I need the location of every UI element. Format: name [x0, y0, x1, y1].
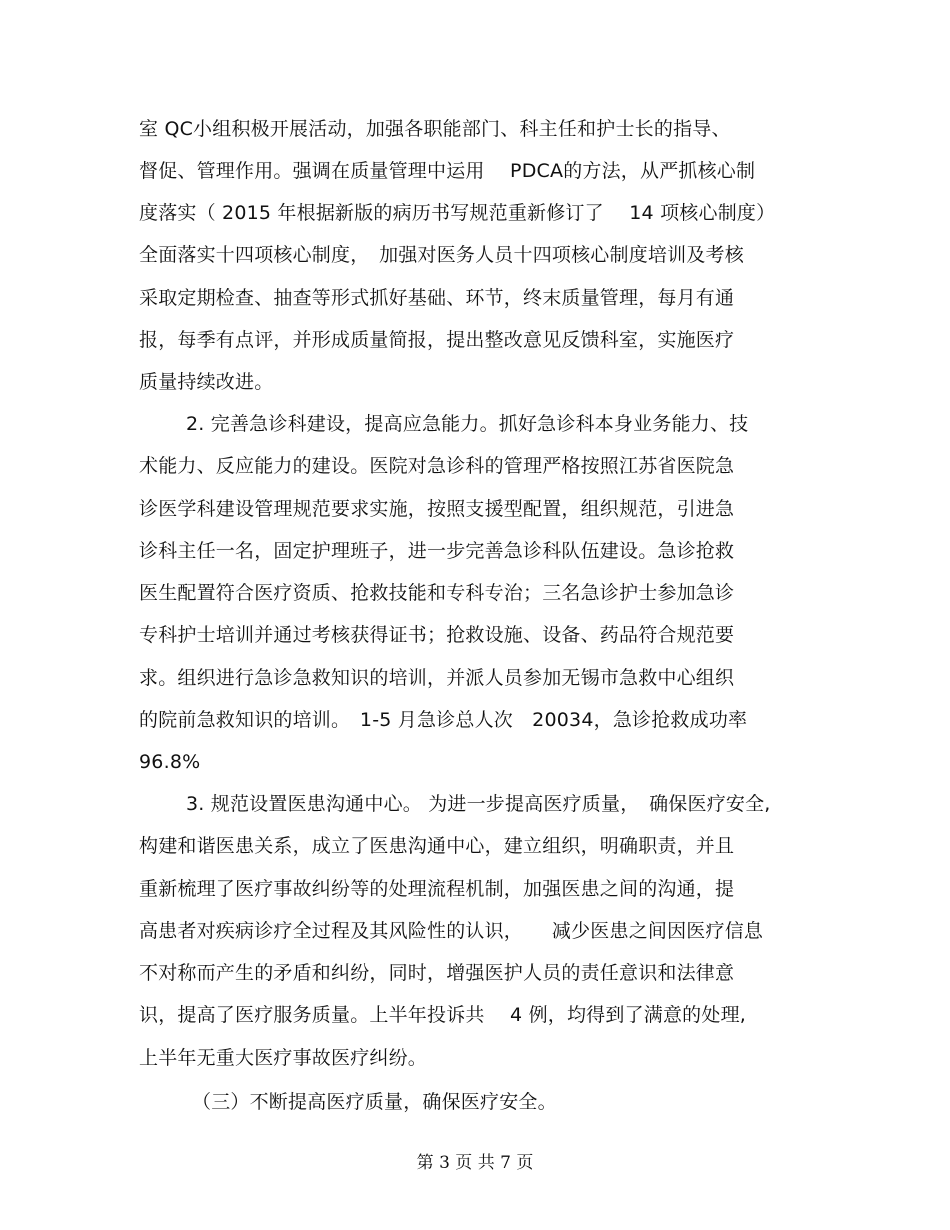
text-line: 重新梳理了医疗事故纠纷等的处理流程机制，加强医患之间的沟通，提 — [139, 878, 735, 900]
paragraph-2-start: 2. 完善急诊科建设，提高应急能力。抓好急诊科本身业务能力、技 — [186, 413, 749, 435]
text-line: 度落实（ 2015 年根据新版的病历书写规范重新修订了 14 项核心制度） — [139, 202, 776, 224]
text-line: 构建和谐医患关系，成立了医患沟通中心，建立组织，明确职责，并且 — [139, 835, 735, 857]
text-line: 全面落实十四项核心制度， 加强对医务人员十四项核心制度培训及考核 — [139, 244, 744, 266]
section-heading: （三）不断提高医疗质量，确保医疗安全。 — [192, 1091, 557, 1113]
text-line: 高患者对疾病诊疗全过程及其风险性的认识， 减少医患之间因医疗信息 — [139, 920, 764, 942]
text-line: 质量持续改进。 — [139, 371, 274, 393]
paragraph-3-start: 3. 规范设置医患沟通中心。 为进一步提高医疗质量， 确保医疗安全, — [186, 793, 771, 815]
text-line: 术能力、反应能力的建设。医院对急诊科的管理严格按照江苏省医院急 — [139, 455, 735, 477]
text-line: 督促、管理作用。强调在质量管理中运用 PDCA的方法，从严抓核心制 — [139, 160, 756, 182]
text-line: 采取定期检查、抽查等形式抓好基础、环节，终末质量管理，每月有通 — [139, 287, 735, 309]
text-line: 求。组织进行急诊急救知识的培训，并派人员参加无锡市急救中心组织 — [139, 667, 735, 689]
text-line: 诊科主任一名，固定护理班子，进一步完善急诊科队伍建设。急诊抢救 — [139, 540, 735, 562]
text-line: 的院前急救知识的培训。 1-5 月急诊总人次 20034，急诊抢救成功率 — [139, 709, 748, 731]
text-line: 报，每季有点评，并形成质量简报，提出整改意见反馈科室，实施医疗 — [139, 329, 735, 351]
text-line: 96.8% — [139, 751, 201, 773]
text-line: 专科护士培训并通过考核获得证书；抢救设施、设备、药品符合规范要 — [139, 624, 735, 646]
text-line: 医生配置符合医疗资质、抢救技能和专科专治；三名急诊护士参加急诊 — [139, 582, 735, 604]
text-line: 诊医学科建设管理规范要求实施，按照支援型配置，组织规范，引进急 — [139, 498, 735, 520]
page-footer: 第 3 页 共 7 页 — [416, 1153, 534, 1173]
text-line: 室 QC小组积极开展活动，加强各职能部门、科主任和护士长的指导、 — [139, 118, 731, 140]
text-line: 识，提高了医疗服务质量。上半年投诉共 4 例，均得到了满意的处理, — [139, 1004, 747, 1026]
text-line: 上半年无重大医疗事故医疗纠纷。 — [139, 1047, 428, 1069]
text-line: 不对称而产生的矛盾和纠纷，同时，增强医护人员的责任意识和法律意 — [139, 962, 735, 984]
